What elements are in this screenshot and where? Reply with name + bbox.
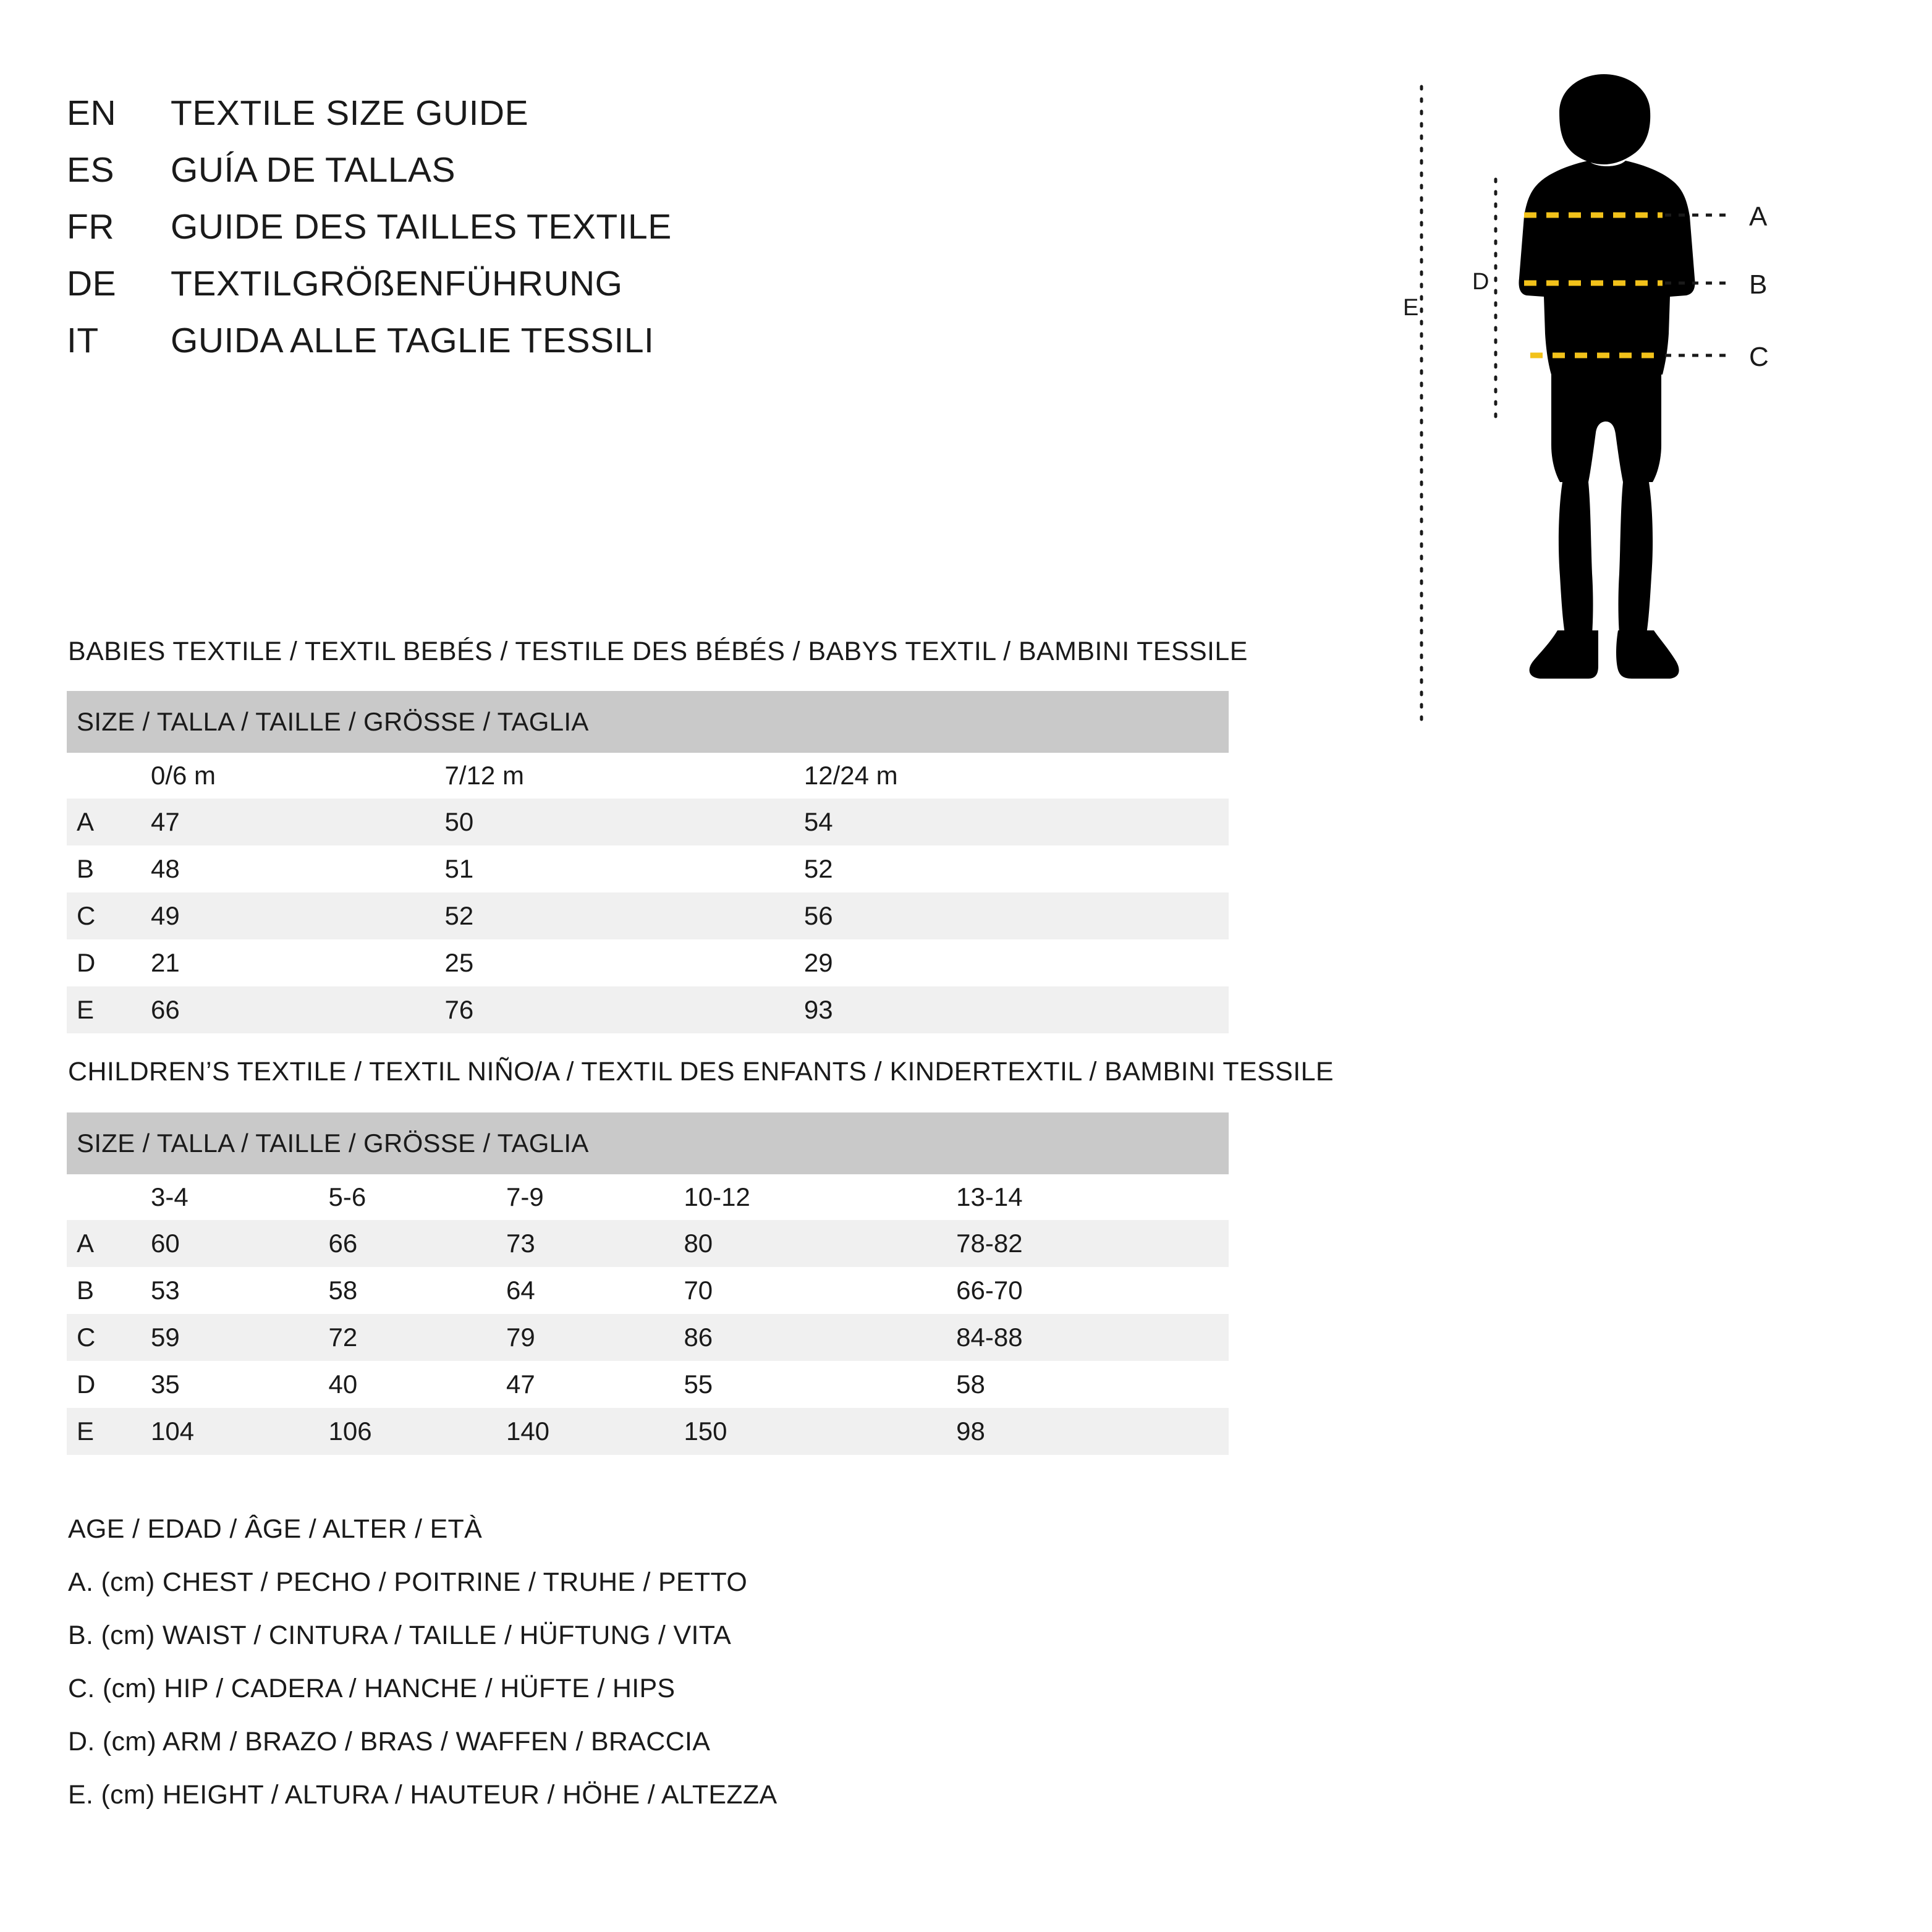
children-section-title: CHILDREN’S TEXTILE / TEXTIL NIÑO/A / TEXTIL DES ENFANTS / KINDERTEXTIL / BAMBINI TESSILE: [68, 1057, 1334, 1087]
language-code: EN: [67, 93, 117, 133]
cell-value: 73: [506, 1220, 684, 1267]
table-row: [67, 1267, 1229, 1314]
cell-value: 50: [445, 799, 804, 845]
table-row: [67, 892, 1229, 939]
cell-value: 58: [956, 1361, 1229, 1408]
table-band-header: [67, 691, 1229, 753]
language-title: GUIDE DES TAILLES TEXTILE: [171, 207, 672, 247]
cell-value: 60: [151, 1220, 328, 1267]
cell-value: 78-82: [956, 1220, 1229, 1267]
language-title: GUÍA DE TALLAS: [171, 150, 456, 190]
table-column-headers: [67, 1174, 1229, 1220]
row-label: A: [67, 1220, 151, 1267]
legend-line-waist: B. (cm) WAIST / CINTURA / TAILLE / HÜFTUNG / VITA: [68, 1621, 732, 1650]
row-label: C: [67, 892, 151, 939]
callout-c: C: [1749, 342, 1769, 372]
row-label: A: [67, 799, 151, 845]
language-row-de: [67, 263, 932, 320]
cell-value: 140: [506, 1408, 684, 1455]
callout-e: E: [1403, 295, 1419, 321]
cell-value: 66: [151, 986, 445, 1033]
cell-value: 80: [684, 1220, 956, 1267]
cell-value: 21: [151, 939, 445, 986]
babies-size-table: [67, 691, 1229, 1033]
table-row: [67, 939, 1229, 986]
measurement-legend: [68, 1514, 1428, 1833]
column-header: 10-12: [684, 1174, 956, 1220]
column-header: 7-9: [506, 1174, 684, 1220]
column-header: 13-14: [956, 1174, 1229, 1220]
callout-a: A: [1749, 201, 1768, 232]
row-label: E: [67, 1408, 151, 1455]
table-band-header: [67, 1112, 1229, 1174]
babies-section-title: BABIES TEXTILE / TEXTIL BEBÉS / TESTILE DES BÉBÉS / BABYS TEXTIL / BAMBINI TESSILE: [68, 637, 1248, 666]
cell-value: 86: [684, 1314, 956, 1361]
cell-value: 64: [506, 1267, 684, 1314]
legend-line-arm: D. (cm) ARM / BRAZO / BRAS / WAFFEN / BRACCIA: [68, 1727, 711, 1756]
language-code: FR: [67, 207, 114, 247]
table-row: [67, 845, 1229, 892]
language-title: TEXTILE SIZE GUIDE: [171, 93, 529, 133]
cell-value: 56: [804, 892, 1229, 939]
language-title: TEXTILGRÖßENFÜHRUNG: [171, 264, 623, 303]
table-row: [67, 1361, 1229, 1408]
corner-cell: [67, 753, 151, 799]
cell-value: 76: [445, 986, 804, 1033]
language-row-it: [67, 320, 932, 377]
legend-line-height: E. (cm) HEIGHT / ALTURA / HAUTEUR / HÖHE / ALTEZZA: [68, 1780, 777, 1810]
cell-value: 52: [804, 845, 1229, 892]
band-label: SIZE / TALLA / TAILLE / GRÖSSE / TAGLIA: [67, 691, 1229, 753]
language-row-en: [67, 93, 932, 150]
column-header: 5-6: [328, 1174, 506, 1220]
corner-cell: [67, 1174, 151, 1220]
callout-d: D: [1472, 269, 1489, 295]
cell-value: 66: [328, 1220, 506, 1267]
band-label: SIZE / TALLA / TAILLE / GRÖSSE / TAGLIA: [67, 1112, 1229, 1174]
cell-value: 54: [804, 799, 1229, 845]
table-row: [67, 1314, 1229, 1361]
cell-value: 29: [804, 939, 1229, 986]
cell-value: 52: [445, 892, 804, 939]
row-label: B: [67, 1267, 151, 1314]
callout-b: B: [1749, 269, 1768, 300]
column-header: 7/12 m: [445, 753, 804, 799]
language-code: ES: [67, 150, 115, 190]
cell-value: 48: [151, 845, 445, 892]
legend-line-chest: A. (cm) CHEST / PECHO / POITRINE / TRUHE / PETTO: [68, 1567, 748, 1597]
language-row-es: [67, 150, 932, 206]
language-code: IT: [67, 321, 99, 360]
cell-value: 53: [151, 1267, 328, 1314]
legend-line-hip: C. (cm) HIP / CADERA / HANCHE / HÜFTE / HIPS: [68, 1674, 676, 1703]
language-row-fr: [67, 206, 932, 263]
cell-value: 35: [151, 1361, 328, 1408]
cell-value: 40: [328, 1361, 506, 1408]
row-label: D: [67, 1361, 151, 1408]
table-column-headers: [67, 753, 1229, 799]
cell-value: 59: [151, 1314, 328, 1361]
cell-value: 47: [151, 799, 445, 845]
table-row: [67, 986, 1229, 1033]
column-header: 3-4: [151, 1174, 328, 1220]
cell-value: 70: [684, 1267, 956, 1314]
measurement-figure: [1403, 74, 1885, 773]
cell-value: 150: [684, 1408, 956, 1455]
cell-value: 49: [151, 892, 445, 939]
cell-value: 79: [506, 1314, 684, 1361]
column-header: 0/6 m: [151, 753, 445, 799]
row-label: B: [67, 845, 151, 892]
cell-value: 25: [445, 939, 804, 986]
cell-value: 55: [684, 1361, 956, 1408]
child-silhouette: [1519, 74, 1695, 679]
children-size-table: [67, 1112, 1229, 1455]
column-header: 12/24 m: [804, 753, 1229, 799]
cell-value: 84-88: [956, 1314, 1229, 1361]
language-code: DE: [67, 264, 117, 303]
cell-value: 98: [956, 1408, 1229, 1455]
cell-value: 72: [328, 1314, 506, 1361]
language-title-block: [67, 93, 932, 377]
table-row: [67, 1220, 1229, 1267]
cell-value: 93: [804, 986, 1229, 1033]
row-label: D: [67, 939, 151, 986]
cell-value: 51: [445, 845, 804, 892]
row-label: E: [67, 986, 151, 1033]
table-row: [67, 799, 1229, 845]
cell-value: 58: [328, 1267, 506, 1314]
table-row: [67, 1408, 1229, 1455]
row-label: C: [67, 1314, 151, 1361]
cell-value: 106: [328, 1408, 506, 1455]
language-title: GUIDA ALLE TAGLIE TESSILI: [171, 321, 655, 360]
cell-value: 66-70: [956, 1267, 1229, 1314]
cell-value: 104: [151, 1408, 328, 1455]
legend-line-age: AGE / EDAD / ÂGE / ALTER / ETÀ: [68, 1514, 483, 1544]
cell-value: 47: [506, 1361, 684, 1408]
